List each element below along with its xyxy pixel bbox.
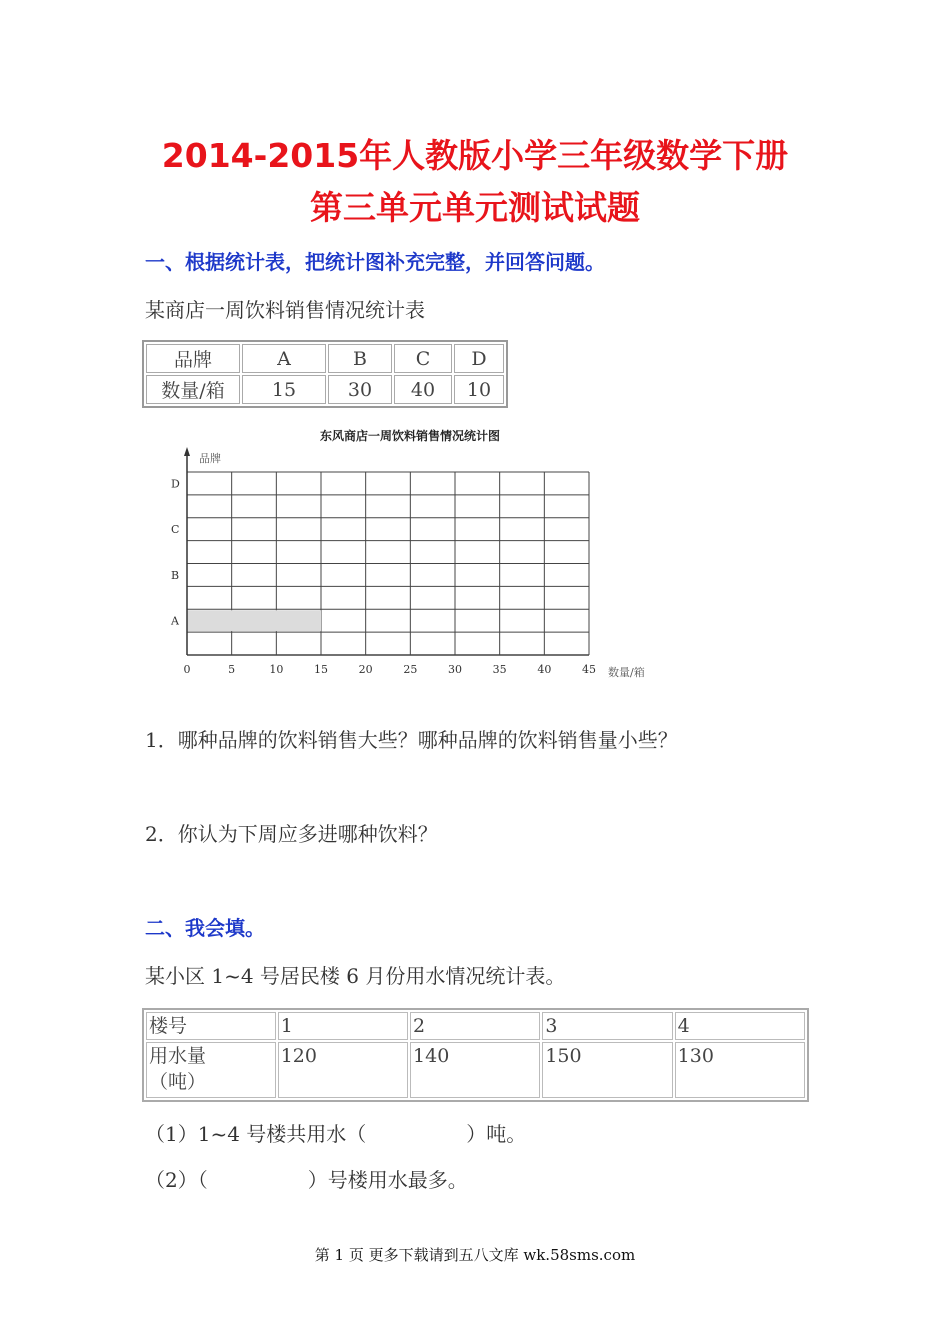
tick-label: 30: [448, 663, 462, 676]
table-cell: 1: [278, 1012, 408, 1040]
table-cell: 2: [410, 1012, 540, 1040]
table-cell: A: [242, 344, 326, 373]
y-axis-label: 品牌: [199, 452, 221, 465]
table-cell: 120: [278, 1042, 408, 1098]
tick-label: 20: [358, 663, 373, 676]
table-row: [146, 1042, 805, 1098]
table-row: [146, 1012, 805, 1040]
chart-title: 东风商店一周饮料销售情况统计图: [319, 429, 501, 443]
category-label: D: [171, 477, 180, 491]
table-row: [146, 375, 504, 404]
tick-label: 10: [269, 663, 284, 676]
bar-A: [187, 610, 321, 631]
tick-label: 5: [228, 663, 236, 676]
page-footer: 第 1 页 更多下载请到五八文库 wk.58sms.com: [314, 1246, 636, 1264]
chart-bars: [187, 610, 321, 631]
table-cell: C: [394, 344, 452, 373]
table-cell: D: [454, 344, 504, 373]
title-line-2: 第三单元单元测试试题: [310, 188, 640, 227]
tick-labels: [184, 663, 597, 676]
category-label: A: [171, 614, 179, 628]
drink-sales-table: [142, 340, 508, 408]
tick-label: 15: [314, 663, 328, 676]
question-1-1: 1．哪种品牌的饮料销售大些？哪种品牌的饮料销售量小些？: [145, 728, 678, 752]
table-row: [146, 344, 504, 373]
section-1-heading: 一、根据统计表，把统计图补充完整，并回答问题。: [145, 250, 605, 274]
water-usage-table: [142, 1008, 809, 1102]
category-label: B: [171, 568, 180, 582]
row-label-line-2: （吨）: [149, 1071, 207, 1093]
question-2-1: （1）1~4 号楼共用水（ ）吨。: [145, 1122, 527, 1146]
table-2-caption: 某小区 1~4 号居民楼 6 月份用水情况统计表。: [145, 964, 566, 988]
table-cell: 40: [394, 375, 452, 404]
table-cell: B: [328, 344, 392, 373]
question-1-2: 2．你认为下周应多进哪种饮料？: [145, 822, 438, 846]
category-labels: [170, 477, 180, 627]
tick-label: 45: [582, 663, 596, 676]
table-cell: 4: [675, 1012, 805, 1040]
title-line-1: 2014-2015年人教版小学三年级数学下册: [161, 136, 789, 175]
tick-label: 25: [403, 663, 418, 676]
table-cell: 30: [328, 375, 392, 404]
table-cell: 15: [242, 375, 326, 404]
row-label-line-1: 用水量: [149, 1045, 207, 1067]
tick-label: 35: [492, 663, 507, 676]
table-cell: 150: [542, 1042, 672, 1098]
table-cell: [146, 1042, 276, 1098]
table-cell: 数量/箱: [146, 375, 240, 404]
x-axis-label: 数量/箱: [608, 666, 645, 679]
question-2-2: （2）（ ）号楼用水最多。: [145, 1168, 468, 1192]
section-2-heading: 二、我会填。: [145, 916, 265, 940]
table-cell: 楼号: [146, 1012, 276, 1040]
tick-label: 40: [537, 663, 552, 676]
table-cell: 3: [542, 1012, 672, 1040]
table-cell: 10: [454, 375, 504, 404]
table-cell: 品牌: [146, 344, 240, 373]
table-cell: 140: [410, 1042, 540, 1098]
table-cell: 130: [675, 1042, 805, 1098]
category-label: C: [171, 523, 180, 537]
sales-bar-chart: [150, 420, 670, 690]
tick-label: 0: [183, 663, 191, 676]
y-axis-arrow: [184, 447, 190, 456]
table-1-caption: 某商店一周饮料销售情况统计表: [145, 298, 425, 322]
